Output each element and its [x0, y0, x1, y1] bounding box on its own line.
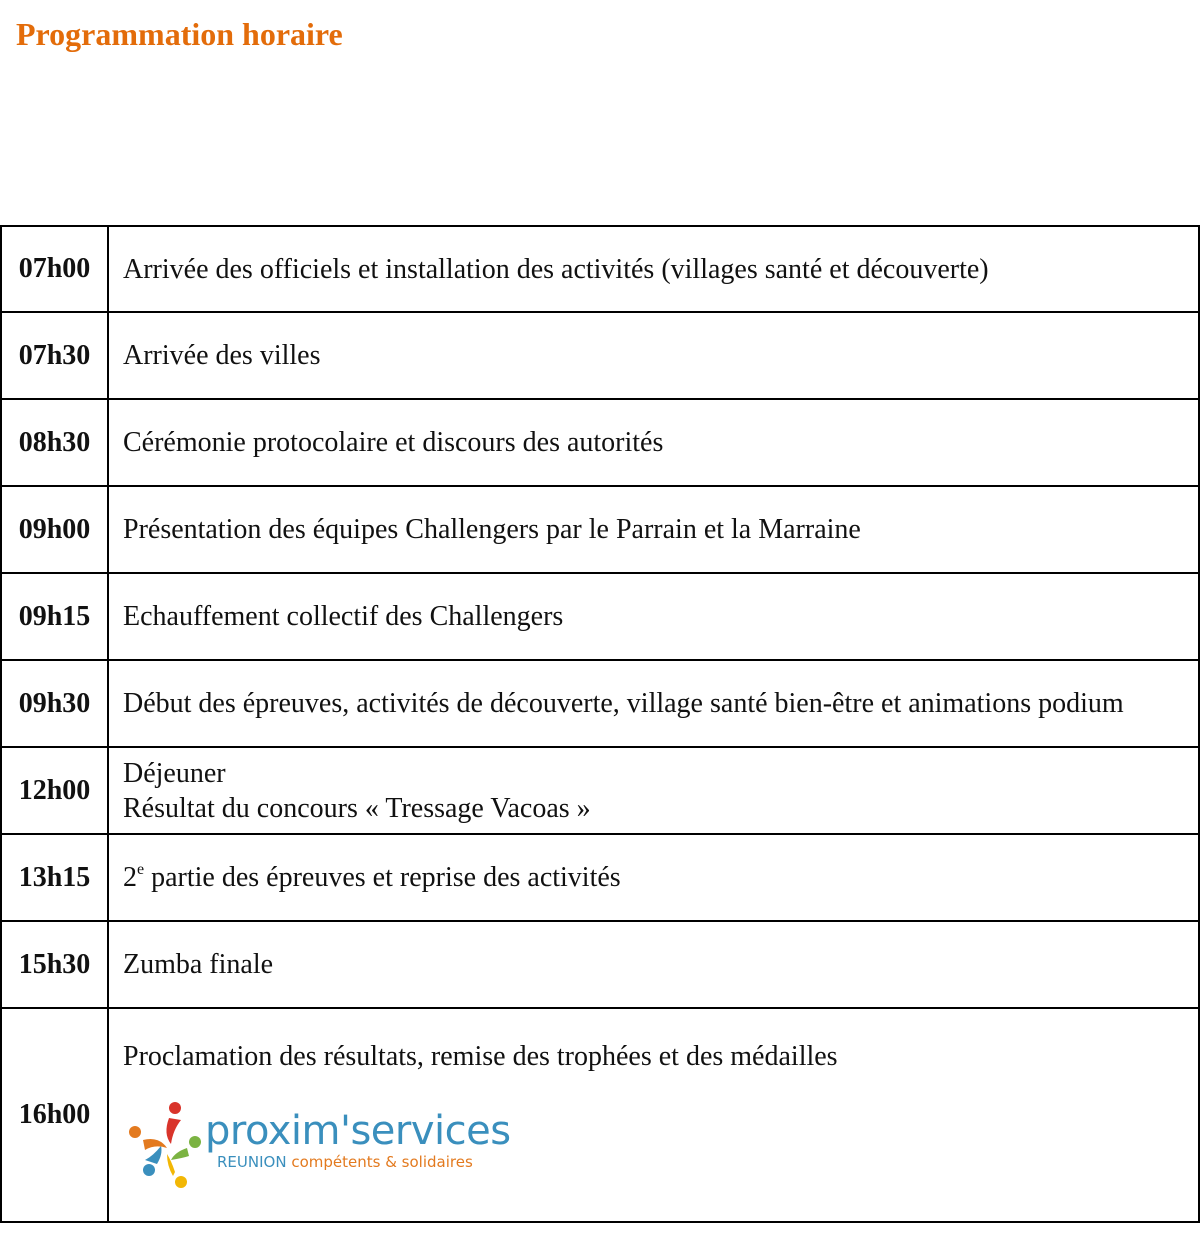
activity-text: Début des épreuves, activités de découverte, village santé bien-être et animations podium [123, 688, 1124, 719]
people-figures-logo-icon [123, 1100, 205, 1192]
activity-cell [108, 921, 1199, 1008]
activity-text: Zumba finale [123, 949, 274, 980]
time-cell: 09h00 [1, 486, 108, 573]
activity-cell [108, 312, 1199, 399]
time-cell: 08h30 [1, 399, 108, 486]
time-cell: 07h00 [1, 226, 108, 312]
activity-cell [108, 226, 1199, 312]
logo-name: proxim'services [205, 1107, 511, 1154]
activity-text: Proclamation des résultats, remise des trophées et des médailles [123, 1040, 838, 1072]
time-cell: 13h15 [1, 834, 108, 921]
ordinal-suffix: e [137, 861, 145, 878]
activity-cell [108, 573, 1199, 660]
logo-region: REUNION [217, 1152, 287, 1171]
activity-text: Présentation des équipes Challengers par le Parrain et la Marraine [123, 514, 861, 545]
activity-cell [108, 1008, 1199, 1222]
table-row [1, 834, 1199, 921]
logo-tagline [217, 1153, 511, 1171]
table-row [1, 1008, 1199, 1222]
table-row [1, 573, 1199, 660]
activity-text: Résultat du concours « Tressage Vacoas » [123, 792, 591, 824]
table-row [1, 921, 1199, 1008]
activity-text [123, 860, 1186, 895]
activity-cell [108, 834, 1199, 921]
schedule-table [0, 225, 1200, 1223]
activity-text: Echauffement collectif des Challengers [123, 601, 564, 632]
table-row [1, 486, 1199, 573]
time-cell: 15h30 [1, 921, 108, 1008]
table-row [1, 226, 1199, 312]
table-row [1, 312, 1199, 399]
activity-cell [108, 486, 1199, 573]
activity-text: Cérémonie protocolaire et discours des autorités [123, 427, 664, 458]
time-cell: 07h30 [1, 312, 108, 399]
table-row [1, 399, 1199, 486]
logo-slogan: compétents & solidaires [291, 1152, 473, 1171]
ordinal-number: 2 [123, 862, 137, 893]
table-row [1, 660, 1199, 747]
time-cell: 16h00 [1, 1008, 108, 1222]
activity-text: Déjeuner [123, 757, 226, 789]
page-title: Programmation horaire [16, 16, 343, 52]
activity-cell [108, 747, 1199, 834]
proxim-services-logo [123, 1100, 1186, 1192]
time-cell: 09h15 [1, 573, 108, 660]
activity-text-rest: partie des épreuves et reprise des activités [144, 862, 621, 893]
activity-text: Arrivée des villes [123, 340, 321, 371]
time-cell: 12h00 [1, 747, 108, 834]
activity-cell [108, 660, 1199, 747]
time-cell: 09h30 [1, 660, 108, 747]
activity-cell [108, 399, 1199, 486]
activity-text: Arrivée des officiels et installation des activités (villages santé et découverte) [123, 253, 989, 285]
table-row [1, 747, 1199, 834]
